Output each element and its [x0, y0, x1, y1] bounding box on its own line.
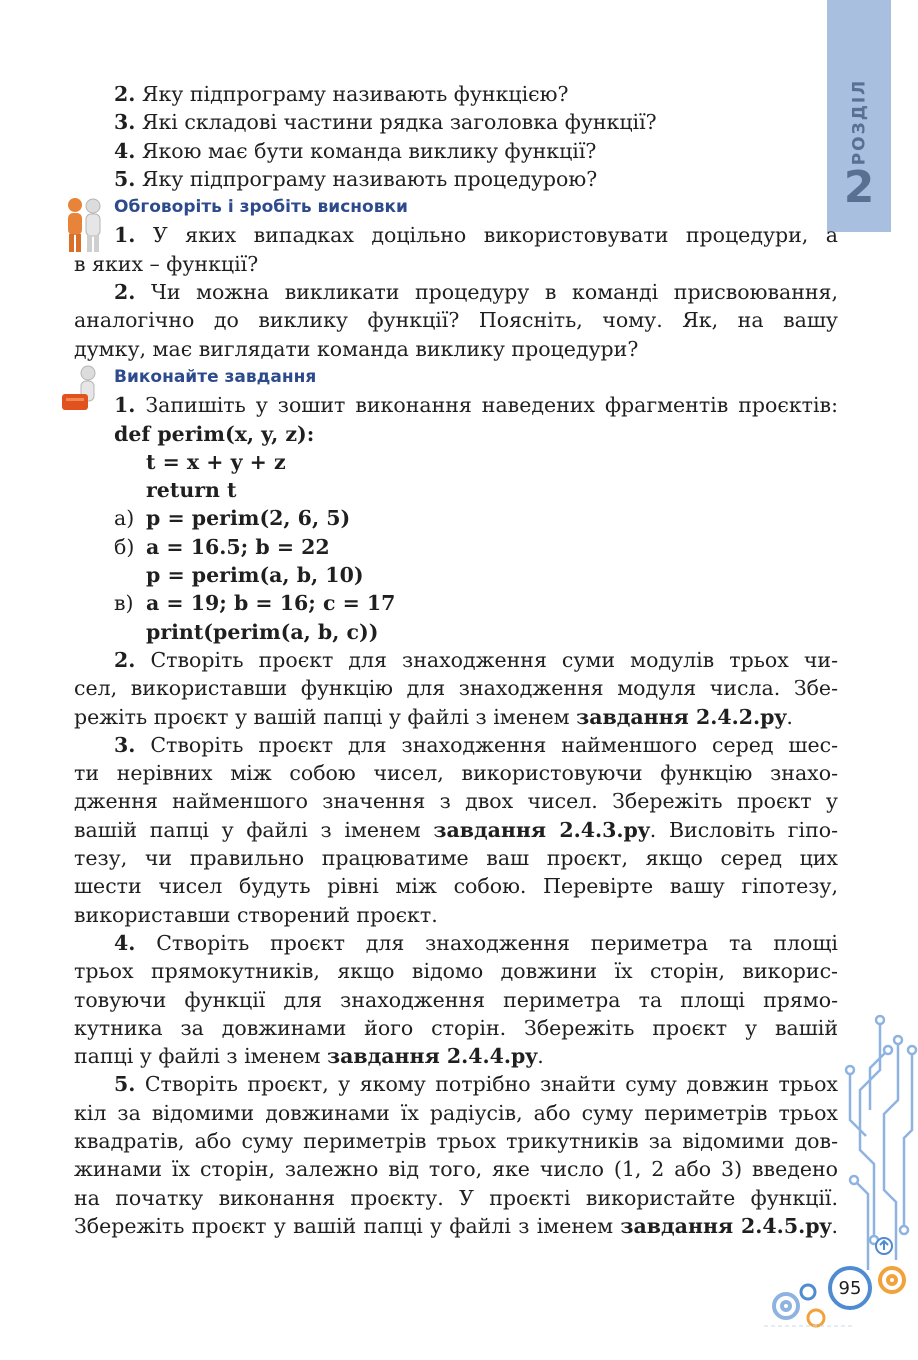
- task-4-l2: трьох прямокутників, якщо відомо довжини їх сторін, викорис-: [74, 959, 838, 984]
- task-1a: а) p = perim(2, 6, 5): [114, 506, 351, 531]
- discuss-item-2-cont: аналогічно до виклику функції? Поясніть, чому. Як, на вашу: [74, 308, 838, 333]
- section-number: 2: [843, 162, 875, 213]
- tasks-heading: Виконайте завдання: [114, 366, 317, 387]
- discuss-item-2-end: думку, має виглядати команда виклику процедури?: [74, 336, 639, 361]
- task-3-l3: дження найменшого значення з двох чисел. Збережіть проєкт у: [74, 789, 838, 814]
- task-5-l4: жинами їх сторін, залежно від того, яке число (1, 2 або 3) введено: [74, 1157, 838, 1182]
- task-1b: б) a = 16.5; b = 22: [114, 534, 330, 559]
- page-number: 95: [828, 1266, 872, 1310]
- task-5-l5: на початку виконання проєкту. У проєкті використайте функції.: [74, 1185, 838, 1210]
- question-5: 5. Яку підпрограму називають процедурою?: [114, 166, 598, 191]
- task-5-l3: квадратів, або суму периметрів трьох трикутників за відомими дов-: [74, 1128, 838, 1153]
- task-3-l2: ти нерівних між собою чисел, використовуючи функцію знахо-: [74, 761, 838, 786]
- discuss-item-1-cont: в яких – функції?: [74, 251, 259, 276]
- section-label: РОЗДІЛ: [849, 78, 870, 166]
- task-3-l4: вашій папці у файлі з іменем завдання 2.4.3.py. Висловіть гіпо-: [74, 817, 839, 842]
- task-2-l2: сел, використавши функцію для знаходження модуля числа. Збе-: [74, 676, 838, 701]
- discuss-heading: Обговоріть і зробіть висновки: [114, 197, 408, 218]
- task-1b-line2: p = perim(a, b, 10): [146, 563, 364, 588]
- code-return-line: return t: [146, 478, 237, 503]
- task-3: 3. Створіть проєкт для знаходження найменшого серед шес-: [114, 732, 838, 757]
- discuss-item-2: 2. Чи можна викликати процедуру в команді присвоювання,: [114, 280, 838, 305]
- question-4: 4. Якою має бути команда виклику функції?: [114, 138, 597, 163]
- task-5-l2: кіл за відомими довжинами їх радіусів, або суму периметрів трьох: [74, 1100, 838, 1125]
- code-assign-line: t = x + y + z: [146, 449, 286, 474]
- task-5: 5. Створіть проєкт, у якому потрібно знайти суму довжин трьох: [114, 1072, 838, 1097]
- discuss-item-1: 1. У яких випадках доцільно використовувати процедури, а: [114, 223, 838, 248]
- question-2: 2. Яку підпрограму називають функцією?: [114, 82, 569, 106]
- task-4-l5: папці у файлі з іменем завдання 2.4.4.py.: [74, 1044, 544, 1069]
- task-3-l6: шести чисел будуть рівні між собою. Перевірте вашу гіпотезу,: [74, 874, 838, 899]
- task-2-l3: режіть проєкт у вашій папці у файлі з іменем завдання 2.4.2.py.: [74, 704, 793, 729]
- task-4-l4: кутника за довжинами його сторін. Збережіть проєкт у вашій: [74, 1015, 838, 1040]
- page-body: [74, 80, 838, 1240]
- task-1c: в) a = 19; b = 16; c = 17: [114, 591, 396, 616]
- task-3-l5: тезу, чи правильно працюватиме ваш проєкт, якщо серед цих: [74, 846, 838, 871]
- task-2: 2. Створіть проєкт для знаходження суми модулів трьох чи-: [114, 647, 838, 672]
- file-name: завдання 2.4.5.py: [620, 1213, 832, 1238]
- file-name: завдання 2.4.2.py: [576, 704, 787, 729]
- task-3-l7: використавши створений проєкт.: [74, 902, 438, 927]
- task-4: 4. Створіть проєкт для знаходження периметра та площі: [114, 930, 838, 955]
- task-1c-line2: print(perim(a, b, c)): [146, 619, 379, 644]
- file-name: завдання 2.4.3.py: [433, 817, 650, 842]
- task-5-l6: Збережіть проєкт у вашій папці у файлі з іменем завдання 2.4.5.py.: [74, 1213, 838, 1238]
- task-4-l3: товуючи функції для знаходження периметра та площі прямо-: [74, 987, 838, 1012]
- question-3: 3. Які складові частини рядка заголовка функції?: [114, 110, 657, 135]
- task-1: 1. Запишіть у зошит виконання наведених фрагментів проєктів:: [114, 393, 838, 418]
- code-def-line: def perim(x, y, z):: [114, 421, 315, 446]
- file-name: завдання 2.4.4.py: [327, 1044, 538, 1069]
